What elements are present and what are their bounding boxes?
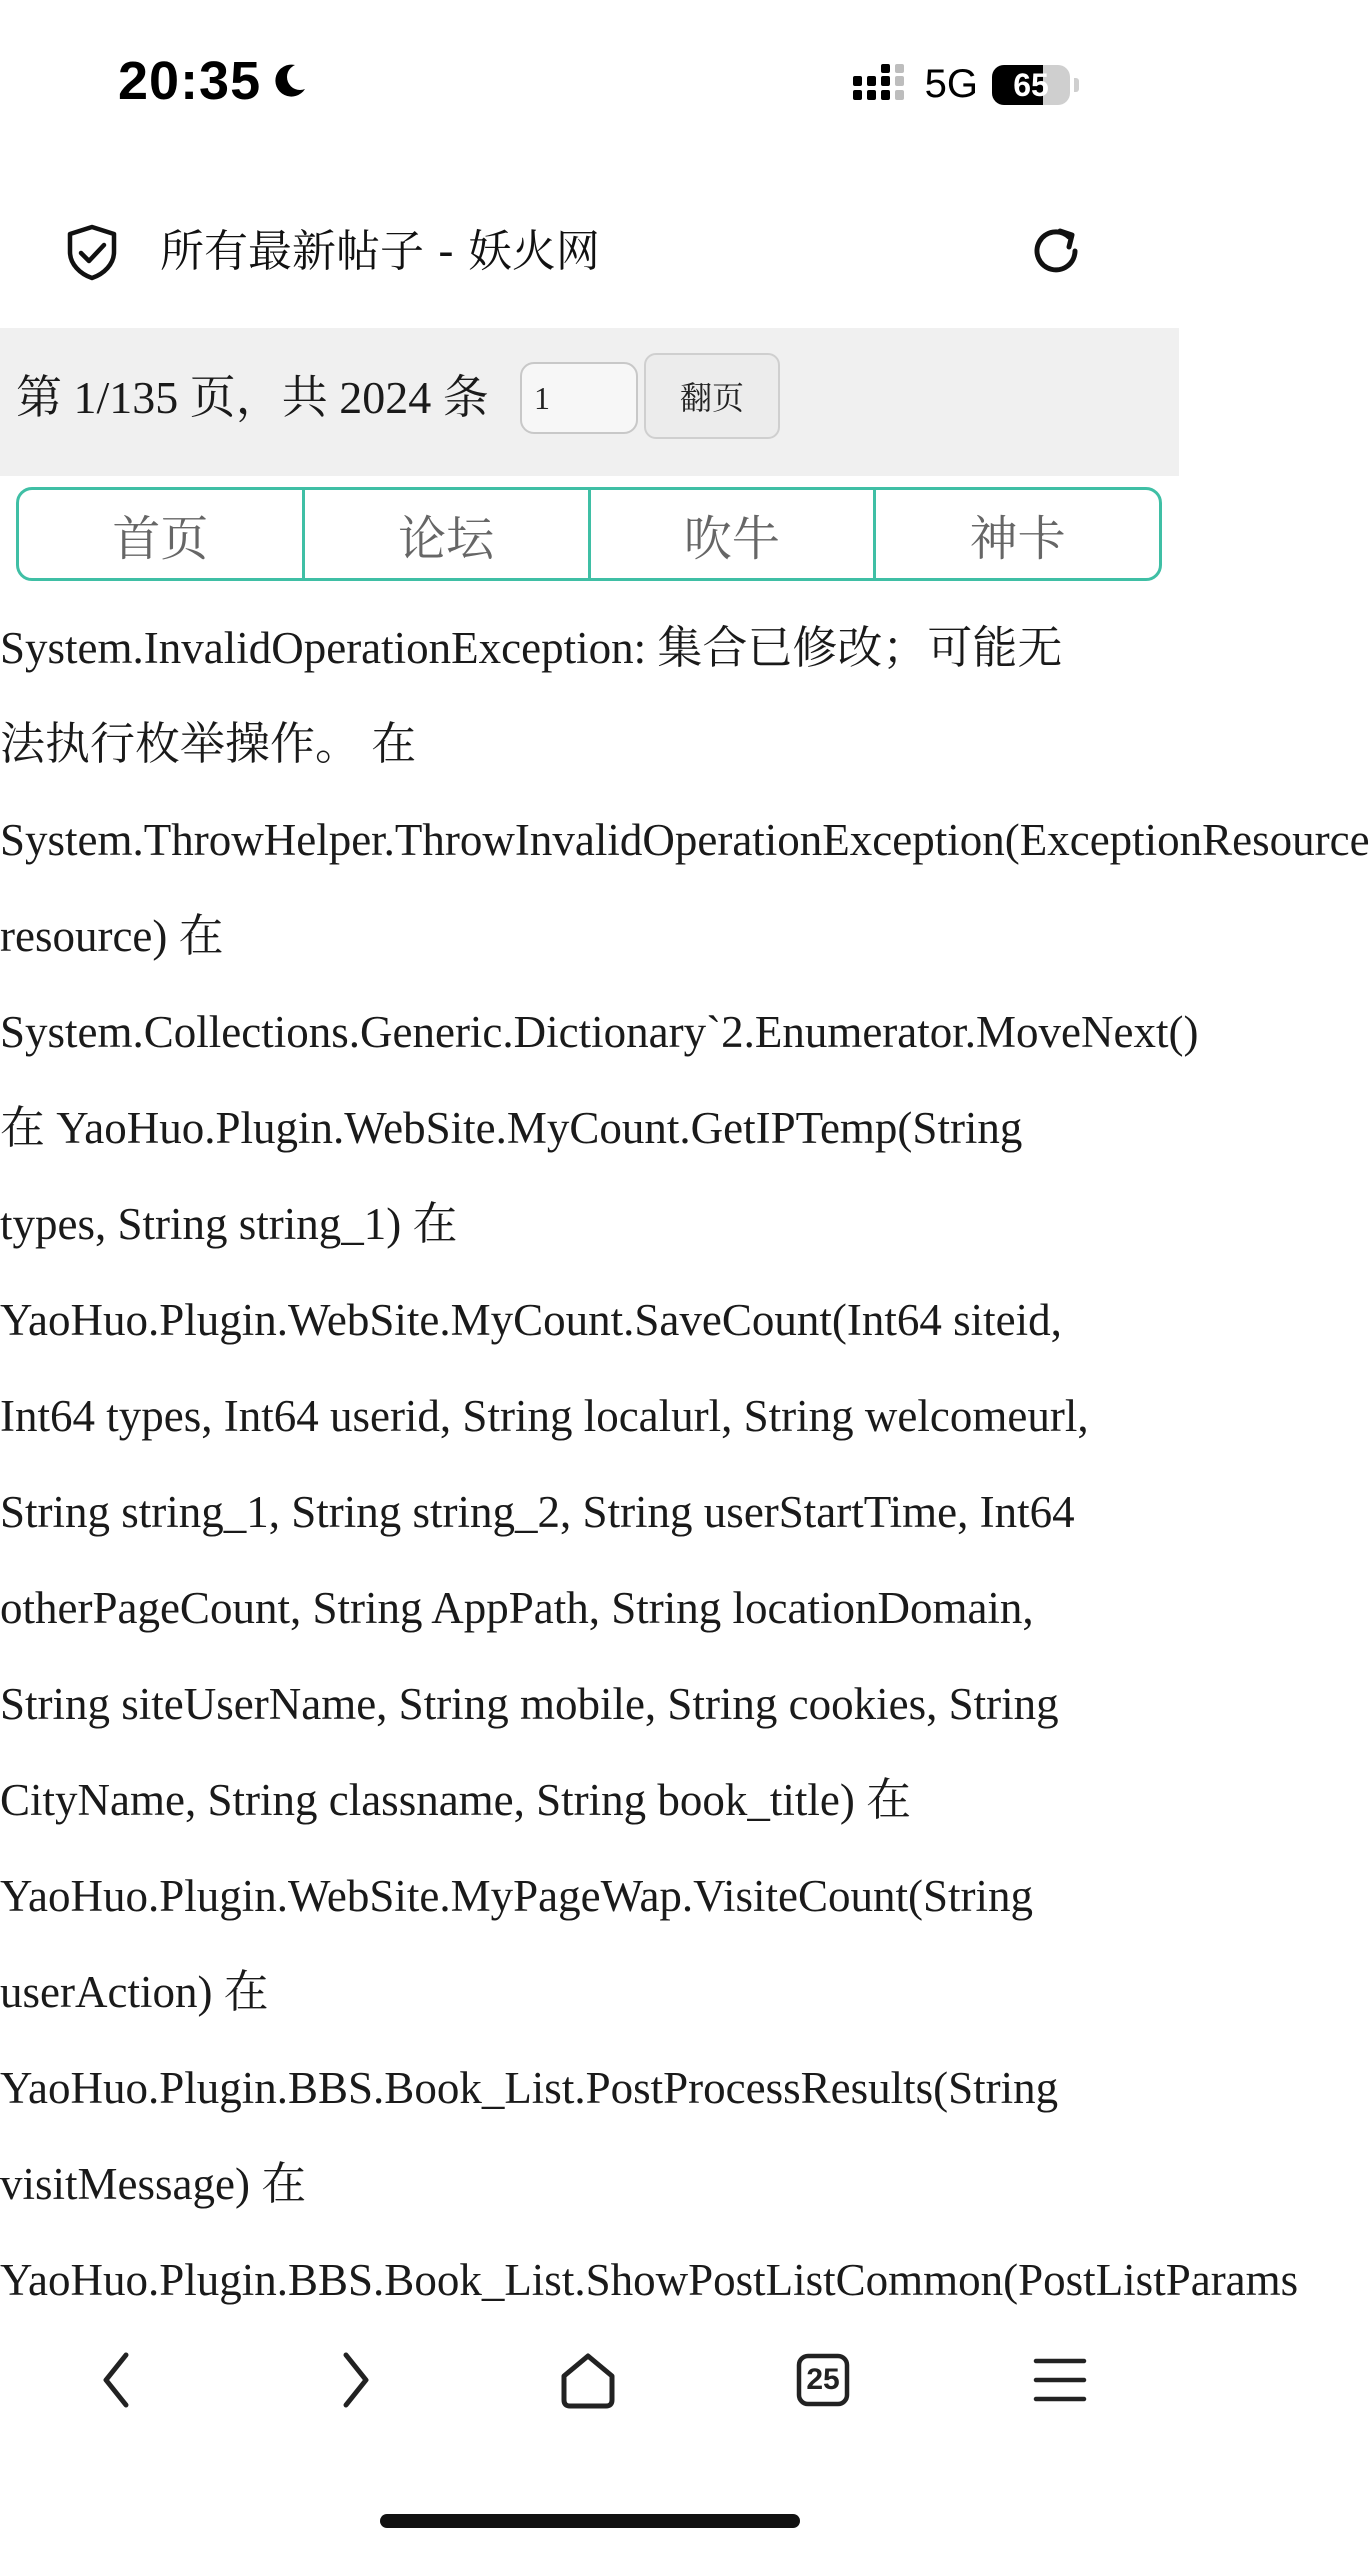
nav-tab-home[interactable]: 首页 (19, 490, 305, 578)
turn-page-button[interactable]: 翻页 (644, 353, 780, 439)
home-icon (556, 2348, 620, 2412)
battery-indicator (992, 65, 1070, 105)
page-number-input[interactable] (520, 362, 638, 434)
status-bar (0, 0, 1179, 170)
error-line: YaoHuo.Plugin.BBS.Book_List.ShowPostListCommon(PostListParams (0, 2255, 1299, 2305)
network-label: 5G (924, 62, 978, 106)
error-line: 在 YaoHuo.Plugin.WebSite.MyCount.GetIPTemp(String (0, 1103, 1023, 1153)
error-line: Int64 types, Int64 userid, String localurl, String welcomeurl, (0, 1391, 1089, 1441)
status-time-group (118, 50, 309, 112)
menu-icon (1032, 2355, 1088, 2405)
tabs-button[interactable] (768, 2325, 878, 2435)
error-line: YaoHuo.Plugin.WebSite.MyCount.SaveCount(Int64 siteid, (0, 1295, 1062, 1345)
error-line: System.InvalidOperationException: 集合已修改；可能无 (0, 623, 1063, 673)
battery-nub (1074, 78, 1079, 92)
error-line: System.ThrowHelper.ThrowInvalidOperationException(ExceptionResource (0, 815, 1370, 865)
error-line: resource) 在 (0, 911, 224, 961)
nav-tab-chat[interactable]: 吹牛 (591, 490, 877, 578)
reload-icon[interactable] (1025, 220, 1087, 282)
page-title[interactable]: 所有最新帖子 - 妖火网 (160, 226, 600, 277)
forward-button[interactable] (300, 2325, 410, 2435)
signal-icon (851, 64, 911, 106)
error-line: YaoHuo.Plugin.WebSite.MyPageWap.VisiteCount(String (0, 1871, 1033, 1921)
chevron-right-icon (330, 2345, 380, 2415)
menu-button[interactable] (1005, 2325, 1115, 2435)
error-stack-trace (0, 600, 1370, 2305)
status-time: 20:35 (118, 51, 262, 111)
nav-tab-card[interactable]: 神卡 (969, 510, 1066, 567)
nav-tab-forum[interactable]: 论坛 (305, 490, 591, 578)
chevron-left-icon (92, 2345, 142, 2415)
browser-toolbar (0, 2305, 1179, 2455)
error-line: CityName, String classname, String book_title) 在 (0, 1775, 912, 1825)
error-line: visitMessage) 在 (0, 2159, 307, 2209)
error-line: userAction) 在 (0, 1967, 269, 2017)
status-indicators (851, 62, 1079, 107)
error-line: 法执行枚举操作。 在 (0, 719, 417, 769)
error-line: types, String string_1) 在 (0, 1199, 458, 1249)
pager-summary: 第 1/135 页，共 2024 条 (16, 372, 489, 423)
nav-tabs (16, 487, 1162, 581)
back-button[interactable] (62, 2325, 172, 2435)
error-line: System.Collections.Generic.Dictionary`2.Enumerator.MoveNext() (0, 1007, 1199, 1057)
error-line: String siteUserName, String mobile, String cookies, String (0, 1679, 1059, 1729)
moon-icon (269, 61, 309, 101)
pager-bar (0, 328, 1179, 476)
home-indicator[interactable] (380, 2514, 800, 2528)
battery-level: 65 (1013, 66, 1049, 103)
home-button[interactable] (533, 2325, 643, 2435)
browser-title-bar (0, 190, 1179, 315)
error-line: YaoHuo.Plugin.BBS.Book_List.PostProcessResults(String (0, 2063, 1059, 2113)
shield-check-icon[interactable] (62, 222, 122, 282)
tabs-count: 25 (806, 2363, 840, 2396)
error-line: String string_1, String string_2, String userStartTime, Int64 (0, 1487, 1075, 1537)
error-line: otherPageCount, String AppPath, String locationDomain, (0, 1583, 1034, 1633)
